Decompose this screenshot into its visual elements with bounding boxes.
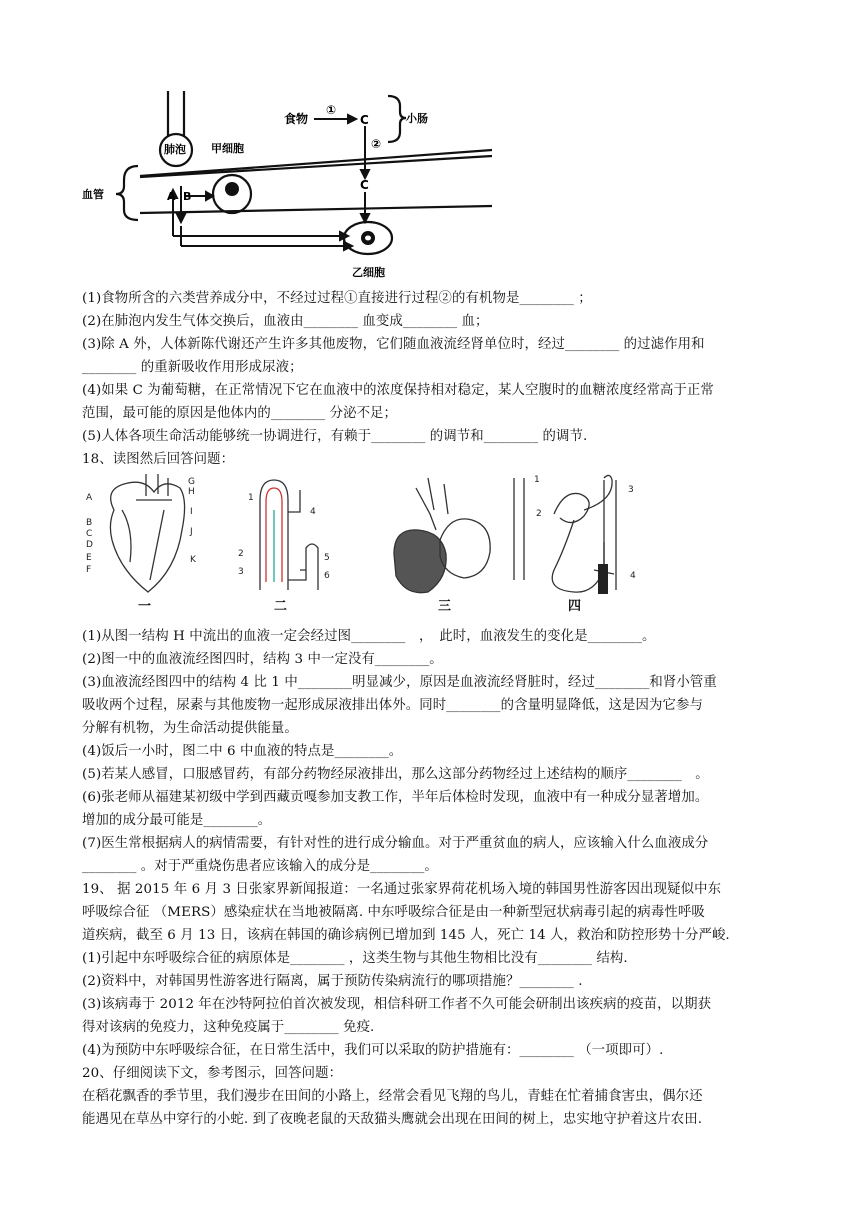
caption-3: 三	[438, 599, 452, 614]
q17-line-7: (5)人体各项生命活动能够统一协调进行，有赖于________ 的调节和________ 的调节.	[82, 429, 588, 444]
q17-line-4: ________ 的重新吸收作用形成尿液；	[82, 360, 303, 375]
circulation-diagram	[80, 86, 510, 282]
food-label: 食物	[284, 112, 309, 126]
villus-label-3: 3	[238, 567, 244, 577]
q18-line-8: (6)张老师从福建某初级中学到西藏贡嘎参加支教工作，半年后体检时发现，血液中有一种成分显著增加。	[82, 790, 709, 805]
q20-line-2: 在稻花飘香的季节里，我们漫步在田间的小路上，经常会看见飞翔的鸟儿，青蛙在忙着捕食害虫，偶尔还	[82, 1089, 703, 1104]
q19-line-3: 道疾病，截至 6 月 13 日，该病在韩国的确诊病例已增加到 145 人，死亡 14 人，救治和防控形势十分严峻.	[82, 928, 730, 943]
nephron-label-3: 3	[628, 485, 634, 495]
q18-line-11: ________ 。对于严重烧伤患者应该输入的成分是________。	[82, 859, 438, 874]
q18-line-9: 增加的成分最可能是________。	[82, 813, 272, 828]
villus-label-4: 4	[310, 507, 316, 517]
q18-line-2: (2)图一中的血液流经图四时，结构 3 中一定没有________。	[82, 652, 443, 667]
q18-line-3: (3)血液流经图四中的结构 4 比 1 中________明显减少，原因是血液流经肾脏时，经过________和肾小管重	[82, 675, 717, 690]
heart-label-k: K	[190, 555, 196, 565]
step2-label: ②	[371, 137, 382, 151]
intestine-label: 小肠	[406, 112, 428, 125]
q19-line-6: (3)该病毒于 2012 年在沙特阿拉伯首次被发现，相信科研工作者不久可能会研制出该疾病的疫苗，以期获	[82, 997, 712, 1012]
q19-line-2: 呼吸综合征 （MERS）感染症状在当地被隔离. 中东呼吸综合征是由一种新型冠状病毒引起的病毒性呼吸	[82, 905, 705, 920]
q19-line-1: 19、 据 2015 年 6 月 3 日张家界新闻报道：一名通过张家界荷花机场入境的韩国男性游客因出现疑似中东	[82, 882, 722, 897]
q18-title: 18、读图然后回答问题：	[82, 452, 235, 467]
q18-line-5: 分解有机物，为生命活动提供能量。	[82, 721, 298, 736]
q19-line-4: (1)引起中东呼吸综合征的病原体是________ ，这类生物与其他生物相比没有________ 结构.	[82, 951, 628, 966]
q17-line-2: (2)在肺泡内发生气体交换后，血液由________ 血变成________ 血；	[82, 314, 489, 329]
villus-label-1: 1	[248, 493, 254, 503]
cell-b-label: 乙细胞	[352, 266, 385, 279]
alveolus-label: 肺泡	[164, 143, 186, 156]
q18-line-10: (7)医生常根据病人的病情需要，有针对性的进行成分输血。对于严重贫血的病人，应该输入什么血液成分	[82, 836, 709, 851]
nephron-label-1: 1	[534, 475, 540, 485]
label-a: A	[167, 190, 176, 203]
nephron-label-4: 4	[630, 571, 636, 581]
caption-2: 二	[274, 599, 288, 614]
caption-1: 一	[138, 599, 152, 614]
q18-line-6: (4)饭后一小时，图二中 6 中血液的特点是________。	[82, 744, 403, 759]
label-c2: C	[360, 178, 369, 192]
q17-line-6: 范围，最可能的原因是他体内的________ 分泌不足；	[82, 406, 398, 421]
heart-label-h: H	[188, 487, 195, 497]
q18-line-1: (1)从图一结构 H 中流出的血液一定会经过图________ ， 此时，血液发生的变化是________。	[82, 629, 656, 644]
villus-label-2: 2	[238, 549, 244, 559]
cell-a-label: 甲细胞	[211, 142, 244, 155]
caption-4: 四	[568, 599, 582, 614]
q17-line-5: (4)如果 C 为葡萄糖，在正常情况下它在血液中的浓度保持相对稳定，某人空腹时的血糖浓度经常高于正常	[82, 383, 714, 398]
label-b: B	[183, 190, 192, 203]
vessel-label: 血管	[82, 188, 104, 201]
villus-label-5: 5	[324, 553, 330, 563]
q20-line-1: 20、仔细阅读下文，参考图示，回答问题：	[82, 1066, 343, 1081]
q20-line-3: 能遇见在草丛中穿行的小蛇. 到了夜晚老鼠的天敌猫头鹰就会出现在田间的树上，忠实地守护着这片农田.	[82, 1112, 703, 1127]
heart-label-b: B	[86, 518, 93, 528]
q17-line-1: (1)食物所含的六类营养成分中，不经过过程①直接进行过程②的有机物是________ ；	[82, 291, 592, 306]
heart-label-a: A	[86, 493, 93, 503]
heart-label-g: G	[188, 477, 195, 487]
q19-line-8: (4)为预防中东呼吸综合征，在日常生活中，我们可以采取的防护措施有：________ （一项即可）.	[82, 1043, 664, 1058]
label-c1: C	[360, 113, 369, 127]
q18-line-7: (5)若某人感冒，口服感冒药，有部分药物经尿液排出，那么这部分药物经过上述结构的顺序________ 。	[82, 767, 709, 782]
q19-line-7: 得对该病的免疫力，这种免疫属于________ 免疫.	[82, 1020, 375, 1035]
step1-label: ①	[326, 103, 337, 117]
q18-line-4: 吸收两个过程，尿素与其他废物一起形成尿液排出体外。同时________的含量明显降低，这是因为它参与	[82, 698, 703, 713]
heart-label-e: E	[86, 553, 92, 563]
nephron-label-2: 2	[536, 509, 542, 519]
nephron-outline	[514, 478, 524, 580]
heart-label-j: J	[190, 527, 193, 537]
q19-line-5: (2)资料中，对韩国男性游客进行隔离，属于预防传染病流行的哪项措施？________ .	[82, 974, 583, 989]
q17-line-3: (3)除 A 外，人体新陈代谢还产生许多其他废物，它们随血液流经肾单位时，经过________ 的过滤作用和	[82, 337, 705, 352]
heart-label-f: F	[86, 565, 92, 575]
heart-label-i: I	[190, 507, 193, 517]
heart-label-c: C	[86, 529, 93, 539]
four-diagrams	[84, 470, 674, 616]
heart-outline	[110, 482, 184, 592]
alveoli-cluster	[394, 530, 446, 593]
heart-label-d: D	[86, 540, 93, 550]
villus-label-6: 6	[324, 571, 330, 581]
